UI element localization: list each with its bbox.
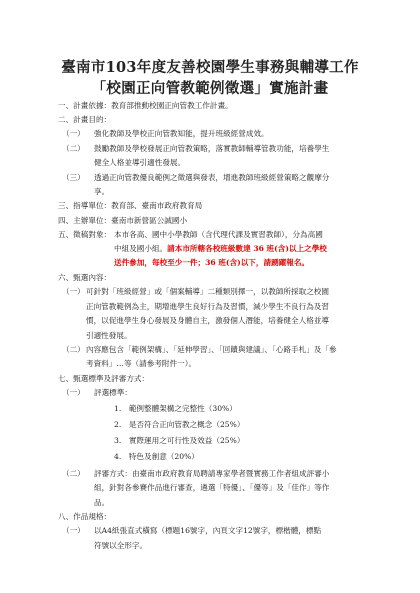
section-8-item-1-line-1: 以A4紙張直式橫寫（標題16號字，內頁文字12號字，標楷體，標點 <box>94 526 322 535</box>
section-1-basis: 一、計畫依據：教育部推動校園正向管教工作計畫。 <box>58 101 233 110</box>
document-title-line-2: 「校園正向管教範例徵選」實施計畫 <box>91 80 329 97</box>
section-3-supervisor: 三、指導單位：教育部、臺南市政府教育局 <box>58 201 203 210</box>
section-2-item-3-number: （三） <box>62 173 85 182</box>
section-5-red-notice-part-1: 請本市所轄各校班級數達 36 班(含)以上之學校 <box>167 244 327 253</box>
section-6-item-1-line-2: 正向管教範例為主，期增進學生良好行為及習慣，減少學生不良行為及習 <box>86 302 329 311</box>
section-7-heading: 七、甄選標準及評審方式： <box>58 374 150 383</box>
section-7-item-2-line-2: 組，針對各參賽作品進行審查，遴選「特優」、「優等」及「佳作」等作 <box>94 483 330 492</box>
section-6-heading: 六、甄選內容： <box>58 273 112 282</box>
section-7-item-1-label: 評選標準： <box>94 388 132 397</box>
section-5-line-2 <box>114 244 327 254</box>
section-2-heading: 二、計畫目的： <box>58 115 112 124</box>
section-4-organizer: 四、主辦單位：臺南市新營區公誠國小 <box>58 216 188 225</box>
section-8-item-1-line-2: 符號以全形字。 <box>94 541 148 550</box>
section-2-item-1-number: （一） <box>62 129 85 138</box>
section-2-item-2-line-2: 健全人格並導引適性發展。 <box>94 158 186 167</box>
criteria-item-1: 1. 範例整體架構之完整性（30%） <box>114 404 237 413</box>
section-5-label: 五、徵稿對象： <box>58 230 112 239</box>
section-2-item-3-line-1: 透過正向管教優良範例之徵選與發表，增進教師班級經營策略之觀摩分 <box>94 173 330 182</box>
section-6-item-2-number: （二） <box>62 345 85 354</box>
document-title-line-1: 臺南市103年度友善校園學生事務與輔導工作 <box>61 59 359 76</box>
section-6-item-1-number: （一） <box>62 287 85 296</box>
section-6-item-1-line-3: 慣，以促進學生身心發展及身體自主，激發個人潛能，培養健全人格並導 <box>86 316 329 325</box>
criteria-item-3: 3. 實際運用之可行性及效益（25%） <box>114 436 245 445</box>
section-7-item-2-number: （二） <box>62 469 85 478</box>
section-5-red-notice-part-2: 送件參加，每校至少一件；36 班(含)以下，請踴躍報名。 <box>114 258 310 267</box>
section-8-heading: 八、作品規格： <box>58 512 112 521</box>
section-6-item-2-line-2: 考資料」…等（請參考附件一）。 <box>86 359 197 368</box>
section-7-item-2-line-1: 評審方式：由臺南市政府教育局聘請專家學者暨實務工作者組成評審小 <box>94 469 330 478</box>
section-5-line-2-plain: 中組及國小組。 <box>114 244 168 253</box>
section-7-item-1-number: （一） <box>62 388 85 397</box>
section-2-item-2-line-1: 鼓勵教師及學校發展正向管教策略，落實教師輔導管教功能，培養學生 <box>94 144 330 153</box>
criteria-item-2: 2. 是否符合正向管教之概念（25%） <box>114 420 245 429</box>
section-7-item-2-line-3: 品。 <box>94 498 110 507</box>
criteria-item-4: 4. 特色及創意（20%） <box>114 452 199 461</box>
section-8-item-1-number: （一） <box>62 526 85 535</box>
section-6-item-1-line-4: 引適性發展。 <box>86 331 132 340</box>
section-2-item-2-number: （二） <box>62 144 85 153</box>
section-6-item-1-line-1: 可針對「班級經營」或「個案輔導」二種類別擇一，以教師所採取之校園 <box>86 287 329 296</box>
section-2-item-1: 強化教師及學校正向管教知能，提升班級經營成效。 <box>94 129 269 138</box>
section-5-line-1: 本市各高、國中小學教師（含代理代課及實習教師），分為高國 <box>114 230 323 239</box>
section-2-item-3-line-2: 享。 <box>94 187 110 196</box>
section-6-item-2-line-1: 內容應包含「範例架構」、「延伸學習」、「回饋與建議」、「心路手札」及「參 <box>86 345 337 354</box>
